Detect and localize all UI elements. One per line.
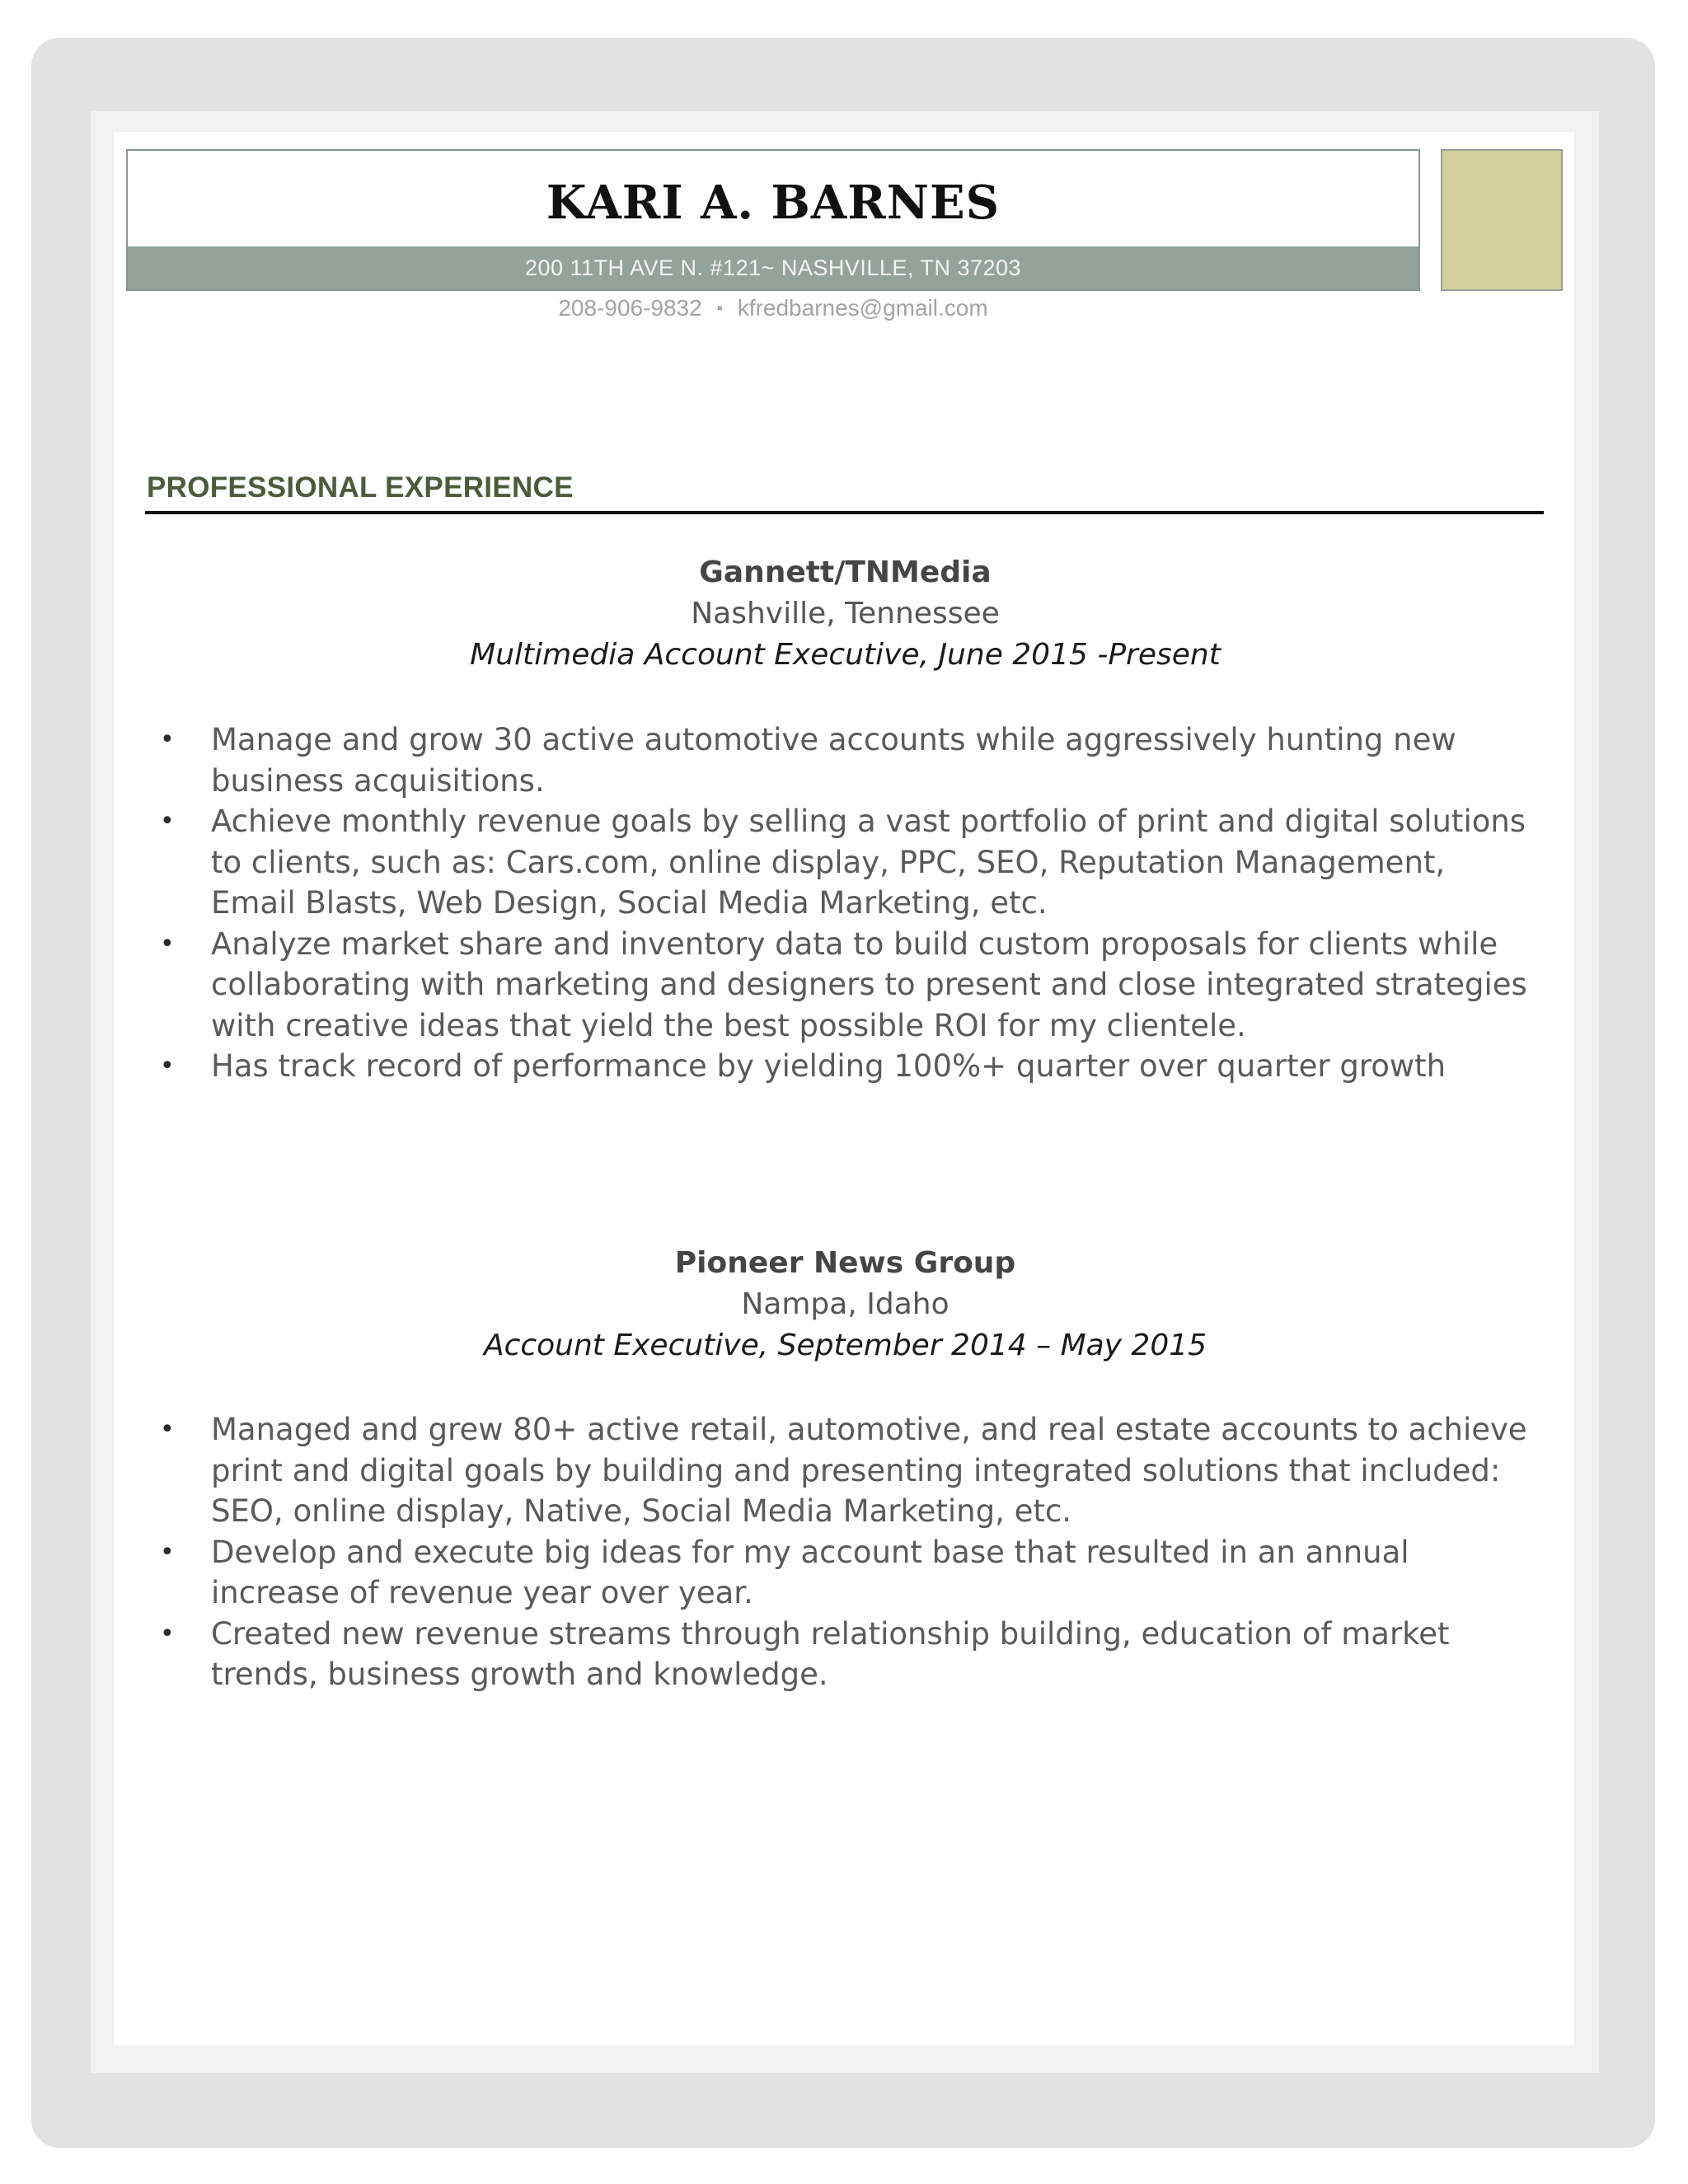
list-item: • Managed and grew 80+ active retail, automotive, and real estate accounts to achieve print and digital goals by building and presenting integrated solutions that included: SEO, online display, Native, Social Media Marketing, etc. bbox=[147, 1409, 1531, 1532]
list-item: • Has track record of performance by yielding 100%+ quarter over quarter growth bbox=[147, 1046, 1531, 1087]
phone-number: 208-906-9832 bbox=[558, 295, 702, 321]
job-location: Nampa, Idaho bbox=[741, 1287, 950, 1321]
job-role: Account Executive, September 2014 – May 2015 bbox=[483, 1329, 1207, 1362]
contact-line bbox=[126, 295, 1420, 321]
job-location: Nashville, Tennessee bbox=[691, 597, 1000, 630]
job-company: Pioneer News Group bbox=[674, 1246, 1016, 1280]
section-divider bbox=[145, 511, 1544, 514]
list-item: • Manage and grow 30 active automotive accounts while aggressively hunting new business acquisitions. bbox=[147, 719, 1531, 801]
resume-name: KARI A. BARNES bbox=[546, 176, 1001, 230]
list-item: • Achieve monthly revenue goals by selling a vast portfolio of print and digital solutions to clients, such as: Cars.com, online display, PPC, SEO, Reputation Management, Email Blasts, Web Design, Social Media Marketing, etc. bbox=[147, 801, 1531, 924]
email-address: kfredbarnes@gmail.com bbox=[737, 295, 988, 321]
section-title-experience: PROFESSIONAL EXPERIENCE bbox=[147, 471, 574, 504]
resume-page bbox=[114, 132, 1574, 2046]
address-bar: 200 11TH AVE N. #121~ NASHVILLE, TN 37203 bbox=[128, 246, 1418, 289]
job-company: Gannett/TNMedia bbox=[699, 555, 992, 589]
list-item: • Created new revenue streams through relationship building, education of market trends, business growth and knowledge. bbox=[147, 1614, 1531, 1695]
job-role: Multimedia Account Executive, June 2015 -Present bbox=[470, 638, 1221, 672]
job-header-pioneer bbox=[147, 1243, 1544, 1366]
job-header-gannett bbox=[147, 552, 1544, 676]
job-bullets-pioneer bbox=[147, 1409, 1531, 1695]
job-bullets-gannett bbox=[147, 719, 1531, 1087]
contact-separator: ▪ bbox=[716, 299, 723, 317]
list-item: • Analyze market share and inventory data to build custom proposals for clients while collaborating with marketing and designers to present and close integrated strategies with creative ideas that yield the best possible ROI for my clientele. bbox=[147, 924, 1531, 1047]
name-header-box bbox=[126, 149, 1420, 291]
accent-block bbox=[1441, 149, 1563, 291]
list-item: • Develop and execute big ideas for my account base that resulted in an annual increase of revenue year over year. bbox=[147, 1532, 1531, 1614]
